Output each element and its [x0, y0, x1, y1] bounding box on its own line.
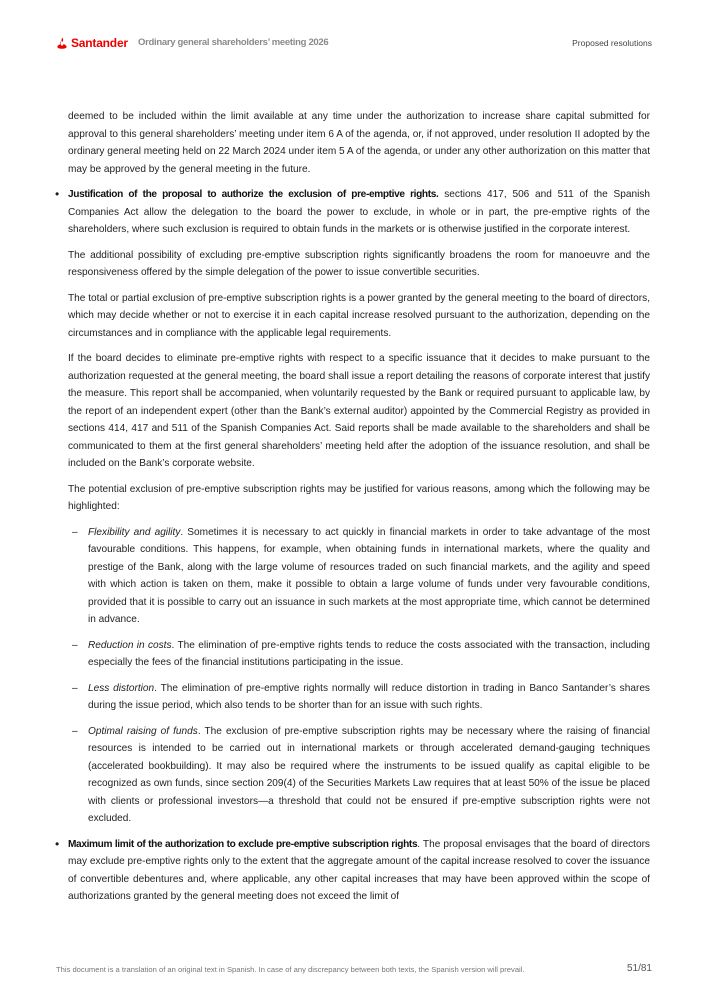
list-item	[68, 723, 650, 828]
bullet-maximum-limit	[55, 836, 650, 906]
santander-logo	[56, 36, 128, 50]
page-header	[56, 36, 652, 52]
list-item-text: . The exclusion of pre-emptive subscription rights may be necessary where the raising of financial resources is intended to be carried out in international markets or through accelerated demand-gauging techniques (accelerated bookbuilding). It may also be required where the instruments to be issued qualify as capital eligible to be recognized as own funds, since section 209(4) of the Securities Markets Law requires that at least 50% of the issue be placed with clients or professional investors—a threshold that could not be ensured if pre-emptive subscription rights were not excluded.	[88, 725, 650, 824]
bullet-heading: Maximum limit of the authorization to exclude pre-emptive subscription rights	[68, 838, 418, 850]
translation-disclaimer: This document is a translation of an original text in Spanish. In case of any discrepancy between both texts, the Spanish version will prevail.	[56, 965, 525, 974]
dash-marker: –	[72, 526, 78, 538]
dash-marker: –	[72, 725, 78, 737]
list-item	[68, 524, 650, 629]
paragraph: If the board decides to eliminate pre-emptive rights with respect to a specific issuance that it decides to make pursuant to the authorization requested at the general meeting, the board shall issue a report detailing the reasons of corporate interest that justify the measure. This report shall be accompanied, when voluntarily requested by the Bank or required pursuant to applicable law, by the report of an independent expert (other than the Bank’s external auditor) appointed by the Commercial Registry as provided in sections 414, 417 and 511 of the Spanish Companies Act. Said reports shall be made available to the shareholders and shall be communicated to them at the first general shareholders’ meeting held after the adoption of the issuance resolution, and shall be included on the Bank’s corporate website.	[68, 353, 650, 469]
paragraph: The additional possibility of excluding pre-emptive subscription rights significantly broadens the room for manoeuvre and the responsiveness offered by the simple delegation of the power to issue convertible securities.	[68, 249, 650, 278]
section-label: Proposed resolutions	[572, 38, 652, 48]
list-item-title: Less distortion	[88, 682, 155, 694]
list-item	[68, 680, 650, 715]
page-footer	[56, 963, 652, 977]
page-number: 51/81	[626, 963, 652, 974]
brand-name: Santander	[71, 36, 128, 50]
list-item-text: . The elimination of pre-emptive rights normally will reduce distortion in trading in Banco Santander’s shares during the issue period, which also tends to be shorter than for an issue with such rights.	[88, 682, 650, 711]
flame-icon	[56, 37, 68, 49]
document-title: Ordinary general shareholders’ meeting 2026	[138, 37, 329, 48]
bullet-marker: •	[55, 187, 60, 201]
list-item-title: Flexibility and agility	[88, 526, 181, 538]
bullet-justification	[55, 186, 650, 239]
bullet-text: sections 417, 506 and 511 of the Spanish Companies Act allow the delegation to the board the power to exclude, in whole or in part, the pre-emptive rights of the shareholders, where such exclusion is required to obtain funds in the markets or is otherwise justified in the corporate interest.	[68, 189, 650, 235]
paragraph: deemed to be included within the limit available at any time under the authorization to increase share capital submitted for approval to this general shareholders’ meeting under item 6 A of the agenda, or, if not approved, under resolution II adopted by the ordinary general meeting held on 22 March 2024 under item 5 A of the agenda, or under any other authorization on this matter that may be approved by the general meeting in the future.	[68, 111, 650, 175]
paragraph: The potential exclusion of pre-emptive subscription rights may be justified for various reasons, among which the following may be highlighted:	[68, 483, 650, 512]
bullet-heading: Justification of the proposal to authorize the exclusion of pre-emptive rights.	[68, 189, 439, 200]
list-item-text: . Sometimes it is necessary to act quickly in financial markets in order to take advantage of the most favourable conditions. This happens, for example, when obtaining funds in international markets, where the quality and prestige of the Bank, along with the large volume of resources traded on such financial markets, and the agility and speed with which action is taken on them, make it possible to obtain a large volume of funds under very favourable conditions, provided that it is possible to carry out an issuance in such markets at the most appropriate time, which cannot be determined in advance.	[88, 526, 651, 625]
paragraph: The total or partial exclusion of pre-emptive subscription rights is a power granted by the general meeting to the board of directors, which may decide whether or not to exercise it in each capital increase resolved pursuant to the authorization, depending on the circumstances and in compliance with the applicable legal requirements.	[68, 292, 650, 339]
list-item-text: . The elimination of pre-emptive rights tends to reduce the costs associated with the transaction, including especially the fees of the financial institutions participating in the issue.	[88, 639, 650, 668]
dash-marker: –	[72, 682, 78, 694]
list-item-title: Optimal raising of funds	[88, 725, 198, 737]
bullet-text: . The proposal envisages that the board of directors may exclude pre-emptive rights only to the extent that the aggregate amount of the capital increase resolved to cover the issuance of convertible debentures and, where applicable, any other capital increases that may have been approved within the scope of authorizations granted by the general meeting does not exceed the limit of	[68, 838, 650, 902]
bullet-marker: •	[55, 836, 60, 851]
document-body	[55, 108, 651, 914]
list-item	[68, 637, 650, 672]
list-item-title: Reduction in costs	[88, 639, 172, 651]
dash-marker: –	[72, 639, 78, 651]
